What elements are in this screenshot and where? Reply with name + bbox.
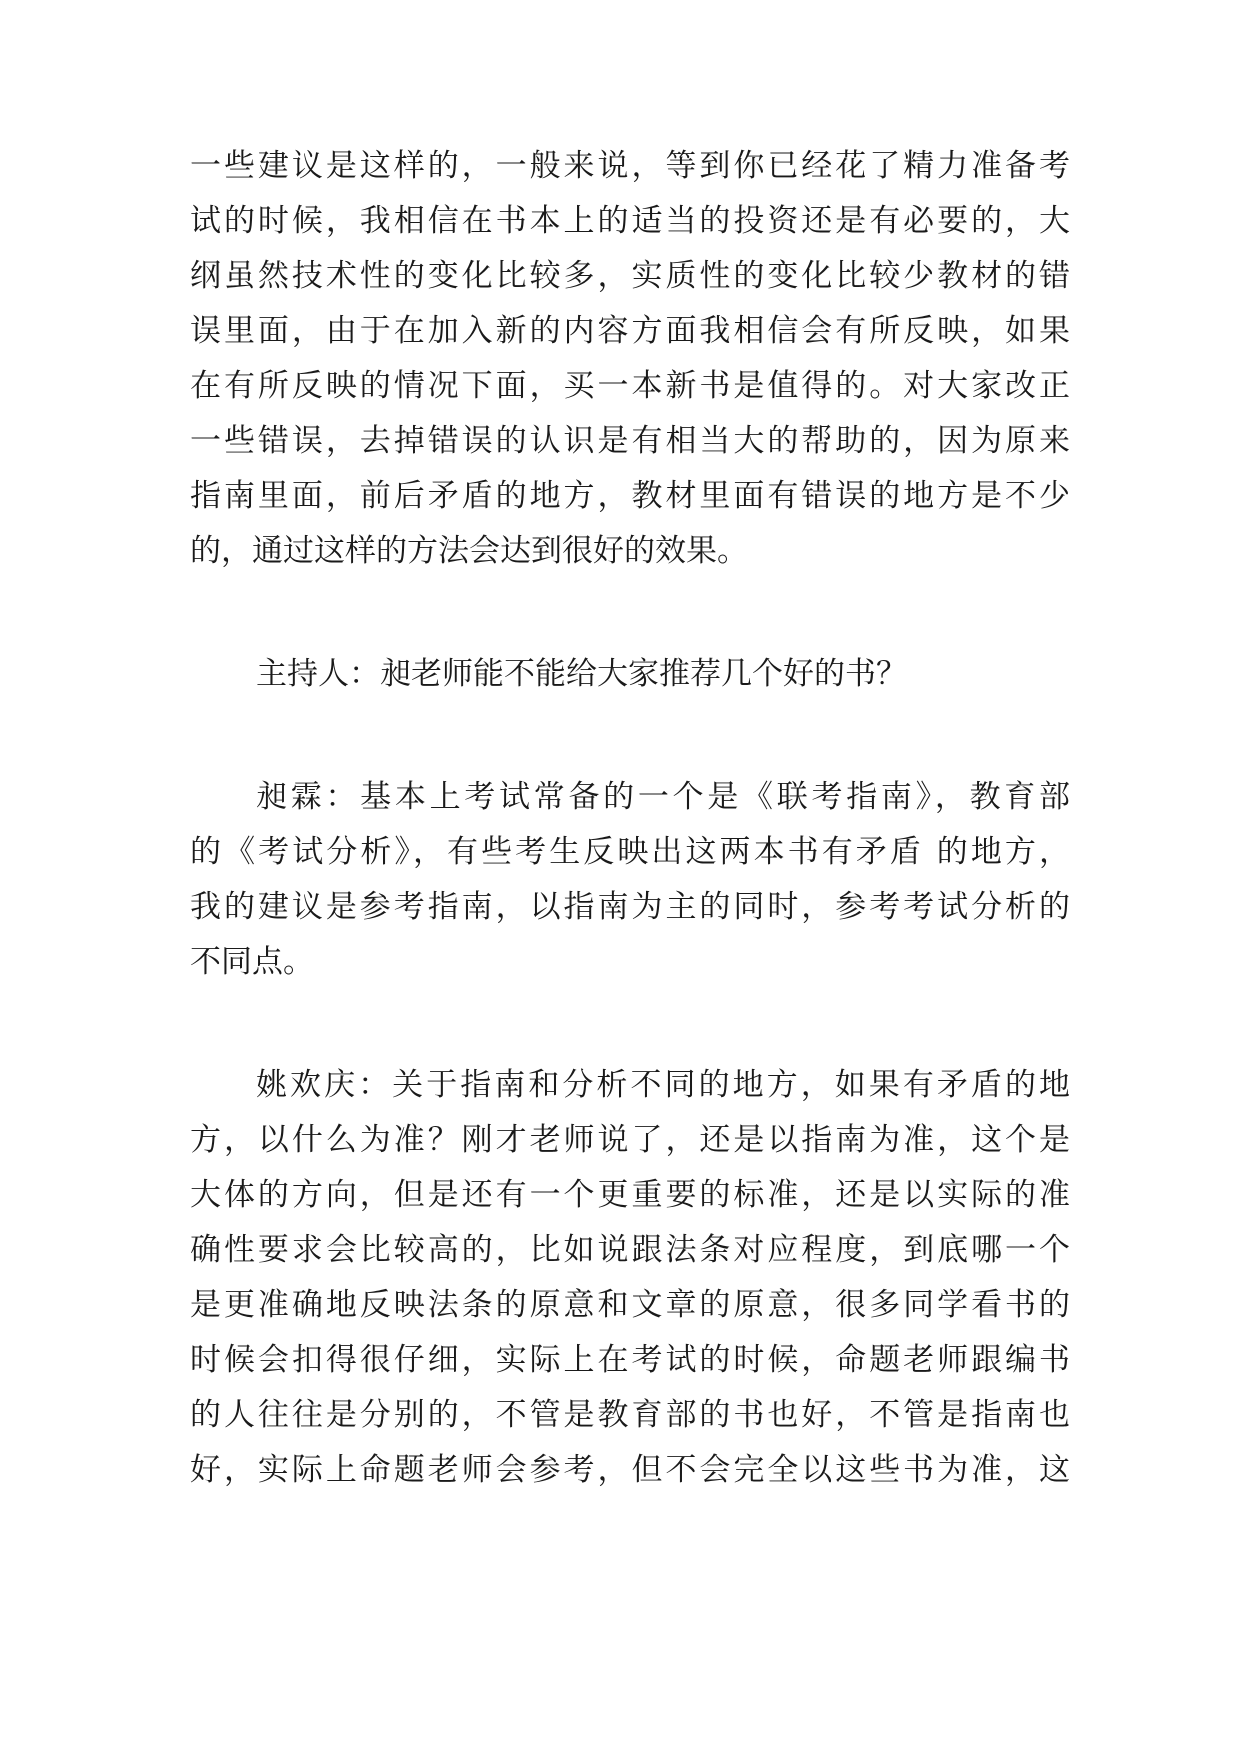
paragraph-1-line-2: 试的时候，我相信在书本上的适当的投资还是有必要的，大 <box>190 203 1070 239</box>
paragraph-3-line-3: 我的建议是参考指南，以指南为主的同时，参考考试分析的 <box>190 889 1070 925</box>
paragraph-4-line-5: 是更准确地反映法条的原意和文章的原意，很多同学看书的 <box>190 1287 1070 1323</box>
paragraph-2-line-1: 主持人：昶老师能不能给大家推荐几个好的书？ <box>256 656 907 692</box>
paragraph-3-line-2: 的《考试分析》，有些考生反映出这两本书有矛盾 的地方， <box>190 834 1070 870</box>
paragraph-1-line-4: 误里面，由于在加入新的内容方面我相信会有所反映，如果 <box>190 313 1070 349</box>
paragraph-3-line-1: 昶霖：基本上考试常备的一个是《联考指南》，教育部 <box>256 779 1070 815</box>
paragraph-4-line-8: 好，实际上命题老师会参考，但不会完全以这些书为准，这 <box>190 1452 1070 1488</box>
paragraph-4-line-7: 的人往往是分别的，不管是教育部的书也好，不管是指南也 <box>190 1397 1070 1433</box>
paragraph-1-line-5: 在有所反映的情况下面，买一本新书是值得的。对大家改正 <box>190 368 1070 404</box>
paragraph-4-line-4: 确性要求会比较高的，比如说跟法条对应程度，到底哪一个 <box>190 1232 1070 1268</box>
paragraph-4-line-2: 方，以什么为准？刚才老师说了，还是以指南为准，这个是 <box>190 1122 1070 1158</box>
paragraph-1-line-3: 纲虽然技术性的变化比较多，实质性的变化比较少教材的错 <box>190 258 1070 294</box>
paragraph-4-line-1: 姚欢庆：关于指南和分析不同的地方，如果有矛盾的地 <box>256 1067 1070 1103</box>
paragraph-3-line-4: 不同点。 <box>190 944 314 980</box>
paragraph-4-line-6: 时候会扣得很仔细，实际上在考试的时候，命题老师跟编书 <box>190 1342 1070 1378</box>
paragraph-4-line-3: 大体的方向，但是还有一个更重要的标准，还是以实际的准 <box>190 1177 1070 1213</box>
paragraph-1-line-1: 一些建议是这样的，一般来说，等到你已经花了精力准备考 <box>190 148 1070 184</box>
paragraph-1-line-8: 的，通过这样的方法会达到很好的效果。 <box>190 533 748 569</box>
paragraph-1-line-7: 指南里面，前后矛盾的地方，教材里面有错误的地方是不少 <box>190 478 1070 514</box>
paragraph-1-line-6: 一些错误，去掉错误的认识是有相当大的帮助的，因为原来 <box>190 423 1070 459</box>
